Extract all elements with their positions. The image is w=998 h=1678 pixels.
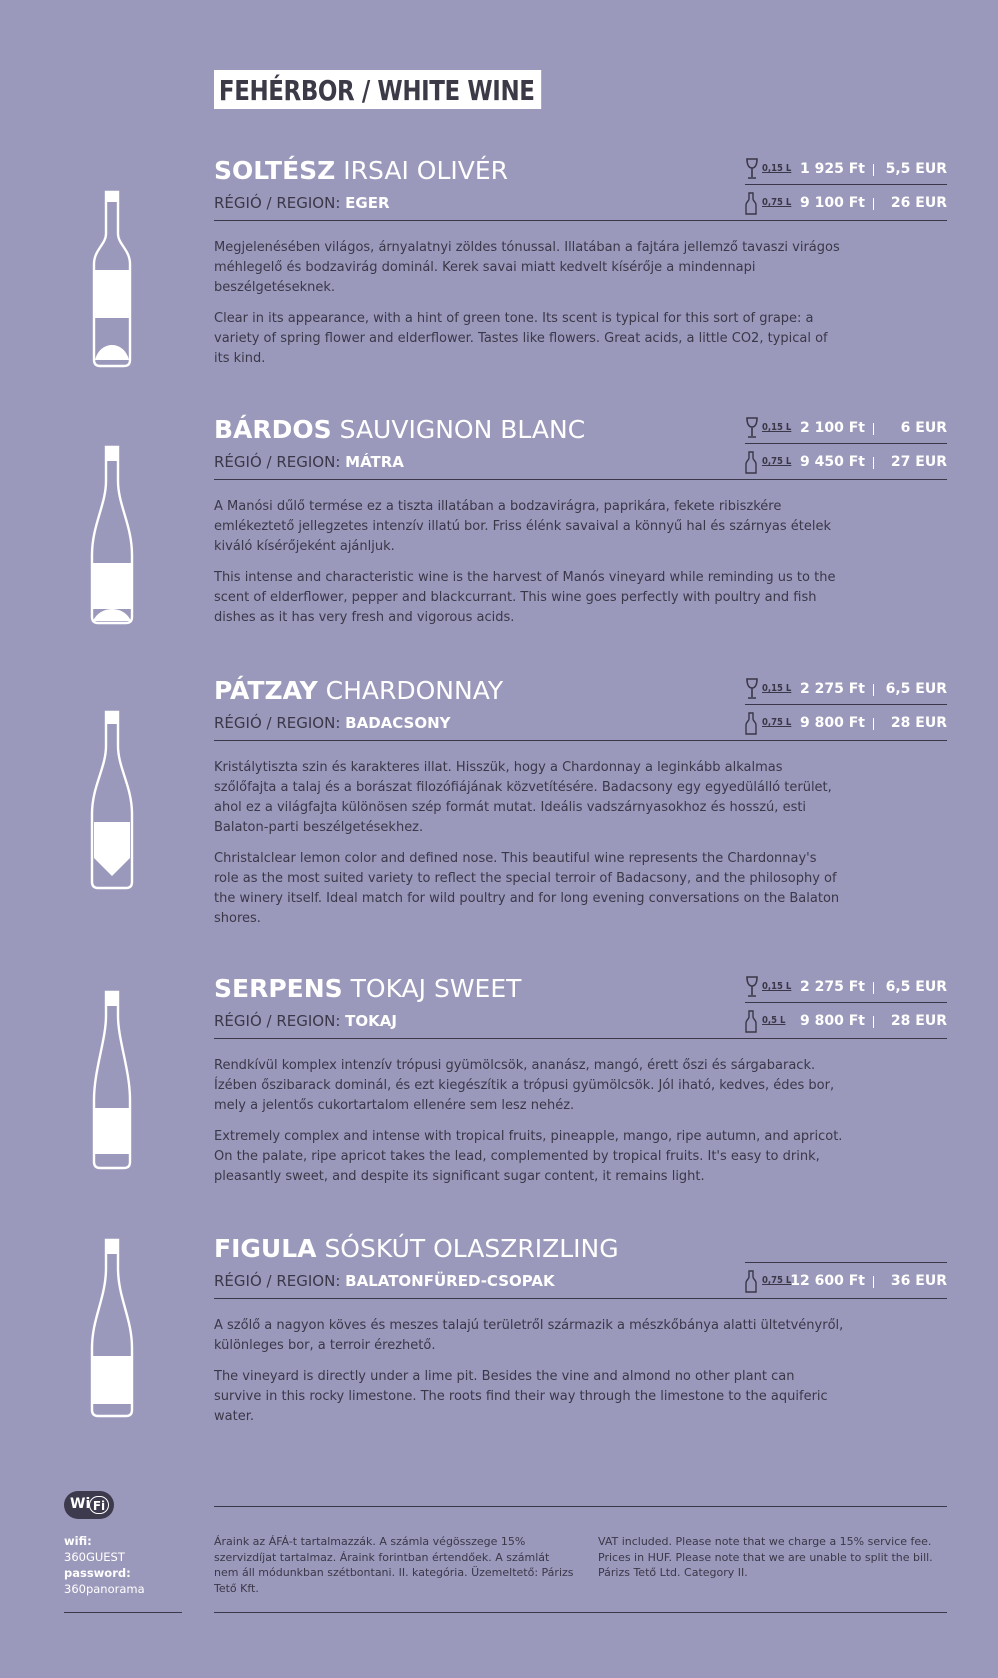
- price-divider-line: [745, 443, 947, 444]
- price-divider: [873, 457, 874, 469]
- bottle-price-row: [745, 190, 947, 218]
- glass-volume: 0,15 L: [762, 683, 792, 694]
- bottle-price-eur: 28 EUR: [890, 1013, 947, 1029]
- wine-description: [214, 497, 844, 639]
- bottle-icon: [745, 192, 757, 216]
- bottle-price-huf: 9 100 Ft: [800, 195, 865, 211]
- glass-price-huf: 2 275 Ft: [800, 979, 865, 995]
- wine-region: [214, 714, 451, 732]
- page-title: FEHÉRBOR / WHITE WINE: [214, 70, 541, 109]
- description-en: Extremely complex and intense with tropical fruits, pineapple, mango, ripe autumn, and apricot. On the palate, ripe apricot takes the lead, complemented by tropical fruits. It's easy to drink, pleasantly sweet, and despite its significant sugar content, it remains light.: [214, 1129, 843, 1184]
- glass-volume: 0,15 L: [762, 422, 792, 433]
- bottle-price-huf: 9 450 Ft: [800, 454, 865, 470]
- bottle-icon: [745, 1270, 757, 1294]
- footer-note-hu: Áraink az ÁFÁ-t tartalmazzák. A számla végösszege 15% szervizdíjat tartalmaz. Áraink forintban értendőek. A számlát nem áll módunkban szétbontani. II. kategória. Üzemeltető: Párizs Tető Kft.: [214, 1535, 574, 1595]
- wine-title: [214, 415, 585, 444]
- wine-bottle-icon: [86, 990, 138, 1170]
- wine-title: [214, 974, 521, 1003]
- price-divider: [873, 423, 874, 435]
- bottle-price-eur: 26 EUR: [890, 195, 947, 211]
- wine-glass-icon: [745, 158, 759, 180]
- wine-divider-line: [214, 740, 947, 741]
- wifi-value: 360GUEST: [64, 1550, 125, 1564]
- price-divider: [873, 198, 874, 210]
- glass-price-row: [745, 156, 947, 184]
- wine-region: [214, 1012, 397, 1030]
- wine-description: [214, 1316, 844, 1438]
- bottle-price-row: [745, 710, 947, 738]
- wine-title: [214, 676, 503, 705]
- wine-glass-icon: [745, 678, 759, 700]
- region-label: RÉGIÓ / REGION:: [214, 453, 341, 471]
- bottle-price-huf: 9 800 Ft: [800, 1013, 865, 1029]
- footer-top-line: [214, 1506, 947, 1507]
- wine-region: [214, 194, 390, 212]
- glass-price-huf: 2 275 Ft: [800, 681, 865, 697]
- glass-price-eur: 6 EUR: [900, 420, 947, 436]
- bottle-price-row: [745, 449, 947, 477]
- glass-price-row: [745, 676, 947, 704]
- bottle-icon: [745, 1010, 757, 1034]
- glass-price-eur: 6,5 EUR: [885, 979, 947, 995]
- description-hu: A Manósi dűlő termése ez a tiszta illatában a bodzavirágra, paprikára, fekete ribiszkére emlékeztető jellegzetes intenzív illatú bor. Friss élénk savaival a könnyű hal és szárnyas ételek kiváló kísérőjeként ajánljuk.: [214, 499, 831, 554]
- glass-price-eur: 6,5 EUR: [885, 681, 947, 697]
- bottle-price-eur: 28 EUR: [890, 715, 947, 731]
- description-en: Clear in its appearance, with a hint of green tone. Its scent is typical for this sort of grape: a variety of spring flower and elderflower. Tastes like flowers. Great acids, a little CO2, typical of its kind.: [214, 311, 828, 366]
- wine-name: SÓSKÚT OLASZRIZLING: [324, 1234, 619, 1263]
- bottle-price-eur: 36 EUR: [890, 1273, 947, 1289]
- wine-bottle-icon: [86, 1238, 138, 1418]
- region-label: RÉGIÓ / REGION:: [214, 1012, 341, 1030]
- wine-bottle-icon: [86, 710, 138, 890]
- password-label: password:: [64, 1566, 131, 1580]
- bottle-volume: 0,75 L: [762, 1275, 792, 1286]
- bottle-icon: [745, 712, 757, 736]
- bottle-price-row: [745, 1008, 947, 1036]
- glass-price-row: [745, 415, 947, 443]
- wine-name: CHARDONNAY: [325, 676, 504, 705]
- wine-producer: FIGULA: [214, 1234, 317, 1263]
- wine-region: [214, 453, 404, 471]
- region-value: BALATONFÜRED-CSOPAK: [345, 1272, 555, 1290]
- glass-price-huf: 1 925 Ft: [800, 161, 865, 177]
- wine-bottle-icon: [86, 190, 138, 368]
- wifi-badge-w: Wi: [70, 1496, 91, 1512]
- wine-producer: PÁTZAY: [214, 676, 318, 705]
- wine-title: [214, 156, 508, 185]
- description-hu: Rendkívül komplex intenzív trópusi gyümölcsök, ananász, mangó, érett őszi és sárgabarack. Ízében őszibarack dominál, és ezt kiegészítik a trópusi gyümölcsök. Jól iható, kedves, édes bor, mely a jelentős cukortartalom ellenére sem lesz nehéz.: [214, 1058, 835, 1113]
- wine-producer: SOLTÉSZ: [214, 156, 336, 185]
- region-value: BADACSONY: [345, 714, 451, 732]
- price-divider-line: [745, 184, 947, 185]
- wine-producer: SERPENS: [214, 974, 343, 1003]
- glass-price-huf: 2 100 Ft: [800, 420, 865, 436]
- description-en: The vineyard is directly under a lime pit. Besides the vine and almond no other plant can survive in this rocky limestone. The roots find their way through the limestone to the aquiferic water.: [214, 1369, 828, 1424]
- wifi-badge-fi: Fi: [89, 1496, 109, 1514]
- bottle-volume: 0,75 L: [762, 197, 792, 208]
- price-divider: [873, 1016, 874, 1028]
- wine-description: [214, 758, 844, 940]
- glass-volume: 0,15 L: [762, 163, 792, 174]
- footer-left-line: [64, 1612, 182, 1613]
- wine-producer: BÁRDOS: [214, 415, 332, 444]
- wine-divider-line: [214, 479, 947, 480]
- wine-description: [214, 1056, 844, 1198]
- wine-divider-line: [214, 1298, 947, 1299]
- wifi-info: [64, 1533, 145, 1597]
- price-divider: [873, 1276, 874, 1288]
- price-divider: [873, 164, 874, 176]
- region-label: RÉGIÓ / REGION:: [214, 1272, 341, 1290]
- bottle-volume: 0,5 L: [762, 1015, 786, 1026]
- description-hu: Kristálytiszta szin és karakteres illat. Hisszük, hogy a Chardonnay a leginkább alkalmas szőlőfajta a talaj és a borászat filozófiájának közvetítésére. Badacsony egy egyedülálló terület, ahol ez a világfajta különösen szép formát mutat. Ideális vadszárnyasokhoz és hosszú, esti Balaton-parti beszélgetésekhez.: [214, 760, 832, 835]
- bottle-price-eur: 27 EUR: [890, 454, 947, 470]
- bottle-volume: 0,75 L: [762, 456, 792, 467]
- region-label: RÉGIÓ / REGION:: [214, 714, 341, 732]
- description-hu: Megjelenésében világos, árnyalatnyi zöldes tónussal. Illatában a fajtára jellemző tavaszi virágos méhlegelő és bodzavirág dominál. Kerek savai miatt kedvelt kísérője a mindennapi beszélgetéseknek.: [214, 240, 840, 295]
- region-value: EGER: [345, 194, 390, 212]
- wine-divider-line: [214, 1038, 947, 1039]
- wine-name: TOKAJ SWEET: [350, 974, 522, 1003]
- price-divider: [873, 684, 874, 696]
- bottle-price-huf: 9 800 Ft: [800, 715, 865, 731]
- region-value: TOKAJ: [345, 1012, 397, 1030]
- bottle-icon: [745, 451, 757, 475]
- bottle-price-huf: 12 600 Ft: [790, 1273, 865, 1289]
- description-en: Christalclear lemon color and defined nose. This beautiful wine represents the Chardonnay's role as the most suited variety to reflect the special terroir of Badacsony, and the philosophy of the winery itself. Ideal match for wild poultry and for long evening conversations on the Balaton shores.: [214, 851, 840, 926]
- glass-price-row: [745, 974, 947, 1002]
- price-divider: [873, 718, 874, 730]
- bottle-price-row: [745, 1268, 947, 1296]
- price-divider-line: [745, 1002, 947, 1003]
- region-value: MÁTRA: [345, 453, 404, 471]
- wine-name: IRSAI OLIVÉR: [343, 156, 509, 185]
- password-value: 360panorama: [64, 1582, 145, 1596]
- footer-bottom-line: [214, 1612, 947, 1613]
- wine-bottle-icon: [86, 445, 138, 625]
- wine-description: [214, 238, 844, 380]
- wifi-icon: [64, 1491, 114, 1519]
- price-divider-line: [745, 1262, 947, 1263]
- wine-title: [214, 1234, 619, 1263]
- region-label: RÉGIÓ / REGION:: [214, 194, 341, 212]
- price-divider-line: [745, 704, 947, 705]
- wifi-label: wifi:: [64, 1534, 92, 1548]
- footer-note-en: VAT included. Please note that we charge a 15% service fee. Prices in HUF. Please note that we are unable to split the bill. Párizs Tető Ltd. Category II.: [598, 1535, 933, 1579]
- wine-glass-icon: [745, 417, 759, 439]
- wine-name: SAUVIGNON BLANC: [339, 415, 586, 444]
- wine-glass-icon: [745, 976, 759, 998]
- description-en: This intense and characteristic wine is the harvest of Manós vineyard while reminding us to the scent of elderflower, pepper and blackcurrant. This wine goes perfectly with poultry and fish dishes as it has very fresh and vigorous acids.: [214, 570, 836, 625]
- glass-volume: 0,15 L: [762, 981, 792, 992]
- price-divider: [873, 982, 874, 994]
- bottle-volume: 0,75 L: [762, 717, 792, 728]
- glass-price-eur: 5,5 EUR: [885, 161, 947, 177]
- wine-divider-line: [214, 220, 947, 221]
- wine-region: [214, 1272, 555, 1290]
- description-hu: A szőlő a nagyon köves és meszes talajú területről származik a mészkőbánya alatti ültetvényről, különleges bor, a terroir érezhető.: [214, 1318, 844, 1353]
